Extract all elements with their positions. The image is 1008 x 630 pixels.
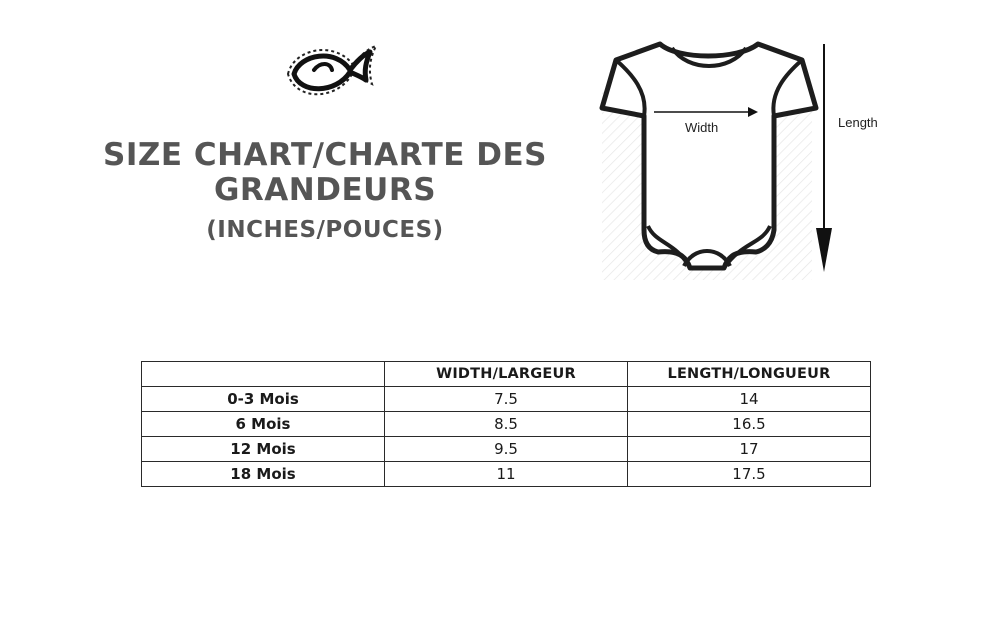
table-row xyxy=(142,412,871,437)
table-row xyxy=(142,462,871,487)
table-row xyxy=(142,437,871,462)
page-title-line2: GRANDEURS xyxy=(213,172,437,208)
page-title-line1: SIZE CHART/CHARTE DES xyxy=(103,137,547,173)
width-cell: 8.5 xyxy=(385,412,628,437)
header-width: WIDTH/LARGEUR xyxy=(385,362,628,387)
width-label: Width xyxy=(685,120,719,135)
header-size xyxy=(142,362,385,387)
size-cell: 0-3 Mois xyxy=(142,387,385,412)
size-cell: 6 Mois xyxy=(142,412,385,437)
width-cell: 7.5 xyxy=(385,387,628,412)
size-table xyxy=(141,361,871,487)
header-length: LENGTH/LONGUEUR xyxy=(628,362,871,387)
width-cell: 9.5 xyxy=(385,437,628,462)
page-subtitle: (INCHES/POUCES) xyxy=(206,217,444,243)
size-cell: 12 Mois xyxy=(142,437,385,462)
table-header-row xyxy=(142,362,871,387)
width-cell: 11 xyxy=(385,462,628,487)
length-cell: 17.5 xyxy=(628,462,871,487)
length-cell: 14 xyxy=(628,387,871,412)
bodysuit-diagram xyxy=(598,38,898,283)
fish-icon xyxy=(280,40,380,106)
length-label: Length xyxy=(838,115,878,130)
length-cell: 16.5 xyxy=(628,412,871,437)
table-row xyxy=(142,387,871,412)
title-block xyxy=(80,138,570,245)
length-cell: 17 xyxy=(628,437,871,462)
size-cell: 18 Mois xyxy=(142,462,385,487)
